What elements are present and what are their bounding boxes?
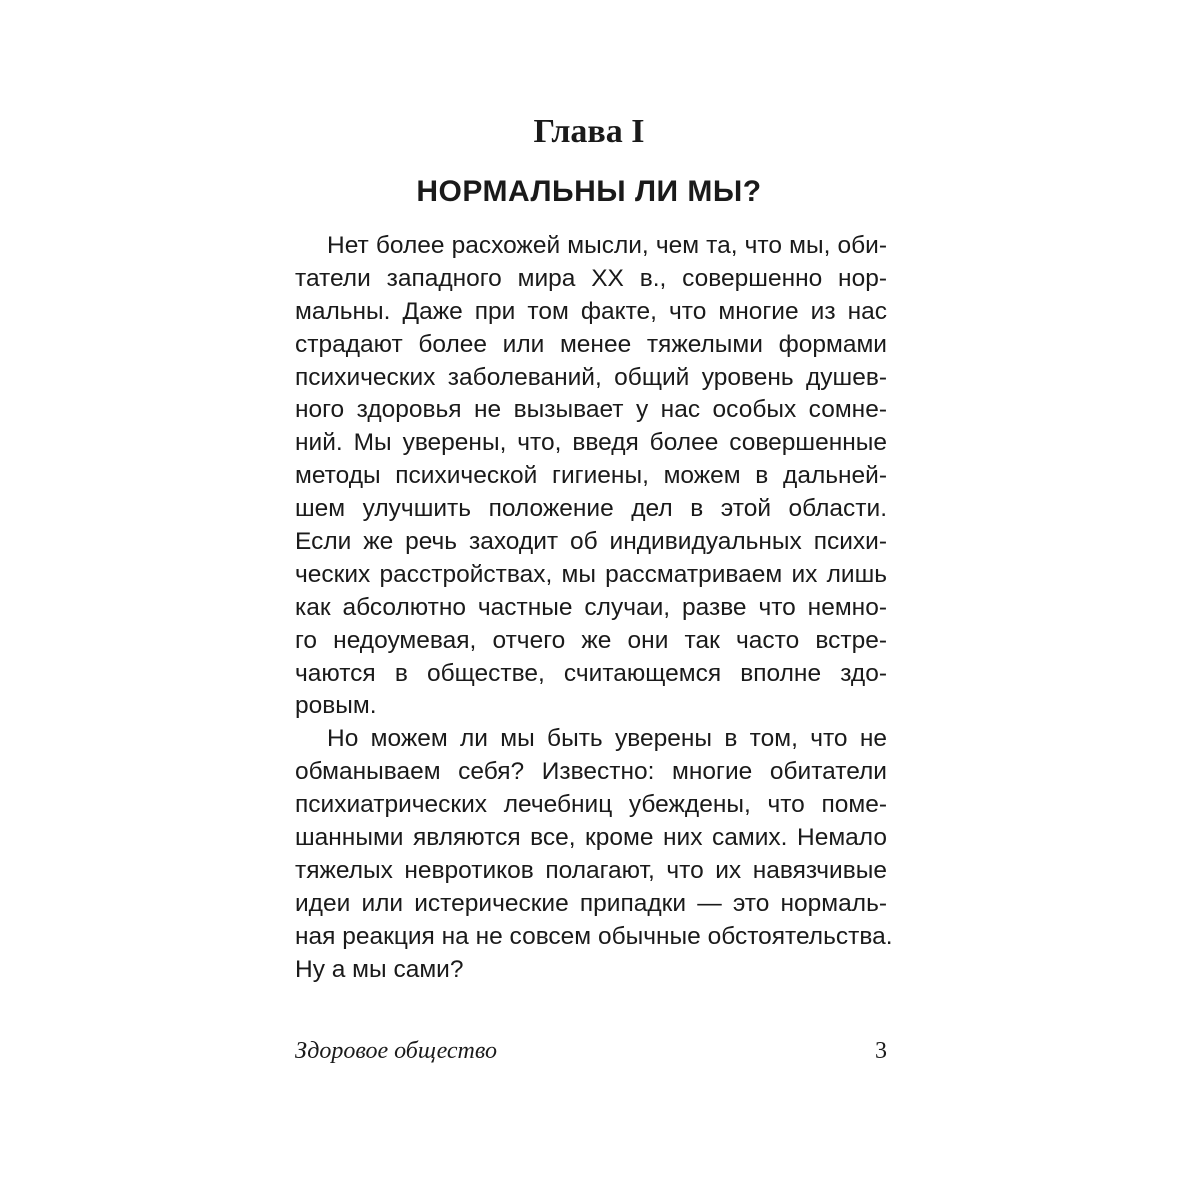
text-line: идеи или истерические припадки — это нормаль- <box>295 889 887 917</box>
text-line: как абсолютно частные случаи, разве что немно- <box>295 593 887 621</box>
body-text <box>295 230 893 986</box>
text-line: чаются в обществе, считающемся вполне здо- <box>295 659 887 687</box>
text-line: методы психической гигиены, можем в дальней- <box>295 462 887 490</box>
paragraph-1 <box>295 230 887 723</box>
text-line: тяжелых невротиков полагают, что их навязчивые <box>295 856 887 884</box>
text-line: татели западного мира XX в., совершенно нор- <box>295 264 887 292</box>
text-line: Если же речь заходит об индивидуальных психи- <box>295 528 887 556</box>
text-line: психических заболеваний, общий уровень душев- <box>295 363 887 391</box>
text-line: шанными являются все, кроме них самих. Немало <box>295 824 887 852</box>
text-line: Но можем ли мы быть уверены в том, что не <box>327 725 887 753</box>
page-number: 3 <box>875 1038 887 1064</box>
text-line: ная реакция на не совсем обычные обстоятельства. <box>295 922 893 950</box>
text-line: го недоумевая, отчего же они так часто встре- <box>295 626 887 654</box>
text-line: ний. Мы уверены, что, введя более совершенные <box>295 429 887 457</box>
chapter-title: НОРМАЛЬНЫ ЛИ МЫ? <box>416 175 762 208</box>
text-line: Ну а мы сами? <box>295 955 464 983</box>
text-line: Нет более расхожей мысли, чем та, что мы, оби- <box>327 232 887 259</box>
text-line: ровым. <box>295 692 377 720</box>
running-title: Здоровое общество <box>295 1038 497 1064</box>
text-line: мальны. Даже при том факте, что многие из нас <box>295 297 887 325</box>
text-line: страдают более или менее тяжелыми формами <box>295 330 887 358</box>
text-line: психиатрических лечебниц убеждены, что поме- <box>295 791 887 819</box>
text-line: обманываем себя? Известно: многие обитатели <box>295 758 887 786</box>
text-line: шем улучшить положение дел в этой области. <box>295 495 887 523</box>
chapter-label: Глава I <box>533 113 645 150</box>
page-footer <box>295 1034 887 1068</box>
paragraph-2 <box>295 723 893 986</box>
text-line: ческих расстройствах, мы рассматриваем их лишь <box>295 560 887 588</box>
text-line: ного здоровья не вызывает у нас особых сомне- <box>295 396 887 424</box>
